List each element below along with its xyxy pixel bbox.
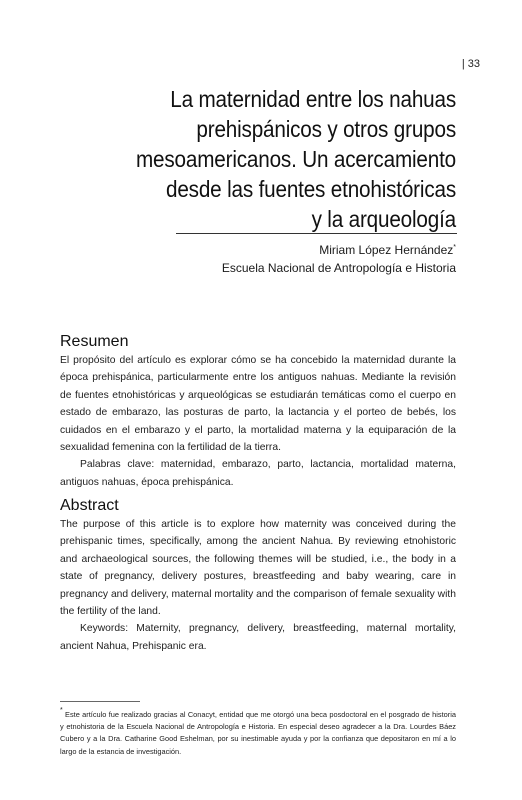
- resumen-heading: Resumen: [60, 333, 129, 350]
- title-line: mesoamericanos. Un acercamiento: [135, 146, 457, 172]
- article-title: [114, 84, 456, 234]
- abstract-body: [60, 516, 456, 655]
- footnote-paragraph: [60, 709, 456, 758]
- footnote: [60, 709, 456, 758]
- title-divider: [176, 233, 457, 234]
- resumen-keywords: Palabras clave: maternidad, embarazo, parto, lactancia, mortalidad materna, antiguos nahuas, época prehispánica.: [60, 459, 456, 488]
- title-line: y la arqueología: [311, 206, 456, 232]
- abstract-heading: Abstract: [60, 497, 119, 514]
- abstract-paragraph: The purpose of this article is to explore how maternity was conceived during the prehispanic times, specifically, among the ancient Nahua. By reviewing etnohistoric and archaeological sources, the following themes will be studied, i.e., the body in a state of pregnancy, delivery postures, breastfeeding and baby wearing, care in pregnancy and delivery, maternal mortality and the comparison of female sexuality with the fertility of the land.: [60, 519, 456, 618]
- footnote-mark: *: [60, 707, 63, 714]
- title-line: desde las fuentes etnohistóricas: [166, 176, 456, 202]
- author-footnote-mark: *: [453, 244, 456, 251]
- abstract-keywords: Keywords: Maternity, pregnancy, delivery, breastfeeding, maternal mortality, ancient Nahua, Prehispanic era.: [60, 623, 456, 652]
- footnote-text: Este artículo fue realizado gracias al Conacyt, entidad que me otorgó una beca posdoctoral en el posgrado de historia y etnohistoria de la Escuela Nacional de Antropología e Historia. En especial deseo agradecer a la Dra. Lourdes Báez Cubero y a la Dra. Catharine Good Eshelman, por su inestimable ayuda y por la confianza que depositaron en mí a lo largo de la estancia de investigación.: [60, 710, 456, 756]
- resumen-body: [60, 352, 456, 491]
- author-name: [222, 241, 456, 259]
- footnote-divider: [60, 701, 140, 702]
- page-number: | 33: [461, 58, 480, 70]
- title-line: La maternidad entre los nahuas: [170, 86, 456, 112]
- author-affiliation: Escuela Nacional de Antropología e Historia: [221, 261, 456, 275]
- author-block: [222, 241, 456, 277]
- title-line: prehispánicos y otros grupos: [196, 116, 456, 142]
- resumen-paragraph: El propósito del artículo es explorar cómo se ha concebido la maternidad durante la época prehispánica, particularmente entre los antiguos nahuas. Mediante la revisión de fuentes etnohistóricas y arqueológicas se estudiarán temáticas como el cuerpo en estado de embarazo, las posturas de parto, la lactancia y el porteo de bebés, los cuidados en el embarazo y el parto, la mortalidad materna y la equiparación de la sexualidad femenina con la fertilidad de la tierra.: [60, 355, 456, 454]
- author-name-text: Miriam López Hernández: [319, 243, 454, 257]
